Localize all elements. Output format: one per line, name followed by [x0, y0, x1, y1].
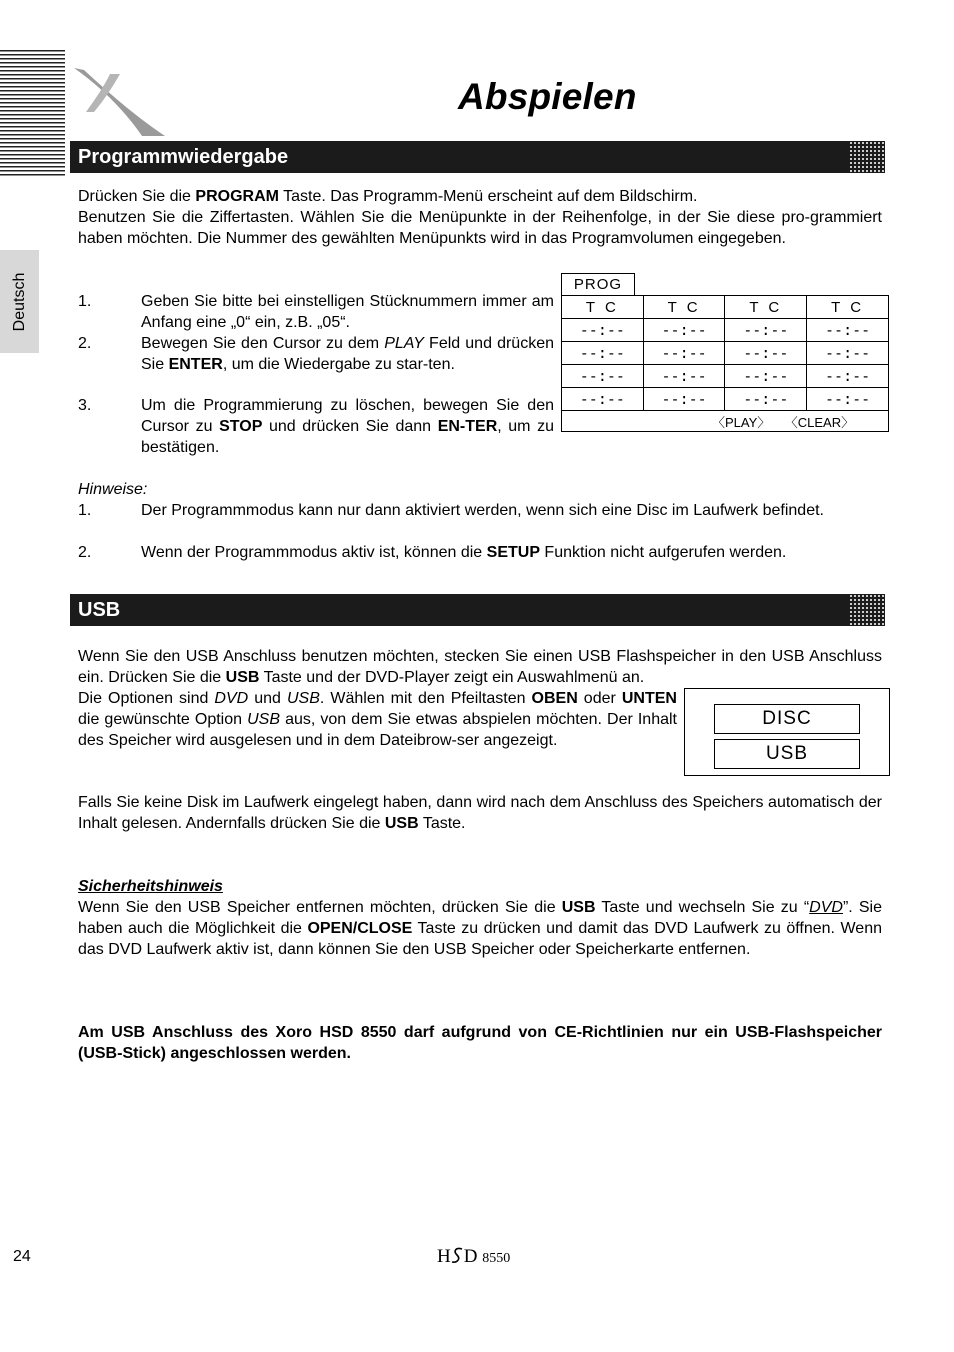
step-number: 2.	[78, 335, 92, 352]
prog-cell: --:--	[807, 342, 889, 365]
step-number: 1.	[78, 293, 92, 310]
safety-label: Sicherheitshinweis	[78, 878, 223, 895]
prog-cell: --:--	[643, 365, 725, 388]
play-button[interactable]: 〈PLAY〉	[712, 414, 771, 430]
program-intro: Drücken Sie die PROGRAM Taste. Das Programm-Menü erscheint auf dem Bildschirm.	[78, 188, 698, 205]
usb-paragraph-1: Wenn Sie den USB Anschluss benutzen möchten, stecken Sie einen USB Flashspeicher in den USB Anschluss ein. Drücken Sie die USB Taste und der DVD-Player zeigt ein Auswahlmenü an.	[78, 648, 882, 686]
note-number: 2.	[78, 544, 92, 561]
safety-text: Wenn Sie den USB Speicher entfernen möchten, drücken Sie die USB Taste und wechseln Sie zu “DVD”. Sie haben auch die Möglichkeit die OPEN/CLOSE Taste zu drücken und damit das DVD Laufwerk zu öffnen. Wenn das DVD Laufwerk aktiv ist, dann können Sie den USB Speicher oder Speicherkarte entfernen.	[78, 899, 883, 958]
prog-cell: --:--	[562, 319, 644, 342]
usb-paragraph-3: Falls Sie keine Disk im Laufwerk eingelegt haben, dann wird nach dem Anschluss des Speichers automatisch der Inhalt gelesen. Andernfalls drücken Sie die USB Taste.	[78, 794, 882, 832]
usb-option[interactable]: USB	[714, 739, 860, 769]
step-2: Bewegen Sie den Cursor zu dem PLAY Feld und drücken Sie ENTER, um die Wiedergabe zu star-ten.	[141, 335, 554, 373]
step-3: Um die Programmierung zu löschen, bewegen Sie den Cursor zu STOP und drücken Sie dann EN-TER, um zu bestätigen.	[141, 397, 555, 456]
prog-actions	[562, 411, 889, 432]
prog-cell: --:--	[643, 388, 725, 411]
clear-button[interactable]: 〈CLEAR〉	[784, 414, 855, 430]
col-header: T C	[643, 296, 725, 319]
section-heading-label: USB	[78, 599, 121, 621]
prog-cell: --:--	[807, 319, 889, 342]
model-name: H D 8550	[437, 1246, 511, 1267]
note-1: Der Programmmodus kann nur dann aktiviert werden, wenn sich eine Disc im Laufwerk befindet.	[141, 502, 824, 519]
prog-cell: --:--	[725, 319, 807, 342]
prog-cell: --:--	[725, 388, 807, 411]
section-heading-label: Programmwiedergabe	[78, 146, 289, 168]
step-1: Geben Sie bitte bei einstelligen Stücknummern immer am Anfang eine „0“ ein, z.B. „05“.	[141, 293, 554, 331]
prog-cell: --:--	[562, 365, 644, 388]
step-number: 3.	[78, 397, 92, 414]
prog-cell: --:--	[643, 342, 725, 365]
xoro-logo-icon	[70, 66, 170, 138]
usb-selection-menu	[684, 688, 890, 776]
program-intro-2: Benutzen Sie die Ziffertasten. Wählen Sie die Menüpunkte in der Reihenfolge, in der Sie diese pro-grammiert haben möchten. Die Nummer des gewählten Menüpunkts wird in das Programvolumen eingegeben.	[78, 209, 882, 247]
usb-paragraph-2: Die Optionen sind DVD und USB. Wählen mit den Pfeiltasten OBEN oder UNTEN die gewünschte Option USB aus, von dem Sie etwas abspielen möchten. Der Inhalt des Speicher wird ausgelesen und in dem Dateibrow-ser angezeigt.	[78, 690, 678, 749]
prog-cell: --:--	[643, 319, 725, 342]
model-s-glyph-icon	[451, 1247, 464, 1264]
col-header: T C	[562, 296, 644, 319]
prog-cell: --:--	[562, 388, 644, 411]
language-tab	[0, 250, 39, 353]
dots-decoration	[849, 594, 889, 626]
disc-option[interactable]: DISC	[714, 704, 860, 734]
prog-cell: --:--	[725, 342, 807, 365]
header-stripes	[0, 50, 65, 178]
section-heading-usb	[70, 594, 885, 626]
prog-menu-table	[561, 295, 889, 432]
col-header: T C	[725, 296, 807, 319]
section-heading-program	[70, 141, 885, 173]
language-label: Deutsch	[10, 272, 28, 331]
page-number: 24	[13, 1248, 31, 1265]
note-2: Wenn der Programmmodus aktiv ist, können die SETUP Funktion nicht aufgerufen werden.	[141, 544, 787, 561]
prog-menu-title: PROG	[561, 273, 635, 296]
page-title: Abspielen	[458, 76, 637, 117]
dots-decoration	[849, 141, 889, 173]
prog-cell: --:--	[807, 388, 889, 411]
usb-warning: Am USB Anschluss des Xoro HSD 8550 darf aufgrund von CE-Richtlinien nur ein USB-Flashspeicher (USB-Stick) angeschlossen werden.	[78, 1024, 882, 1062]
prog-cell: --:--	[725, 365, 807, 388]
prog-cell: --:--	[807, 365, 889, 388]
notes-label: Hinweise:	[78, 481, 148, 498]
col-header: T C	[807, 296, 889, 319]
note-number: 1.	[78, 502, 92, 519]
prog-cell: --:--	[562, 342, 644, 365]
